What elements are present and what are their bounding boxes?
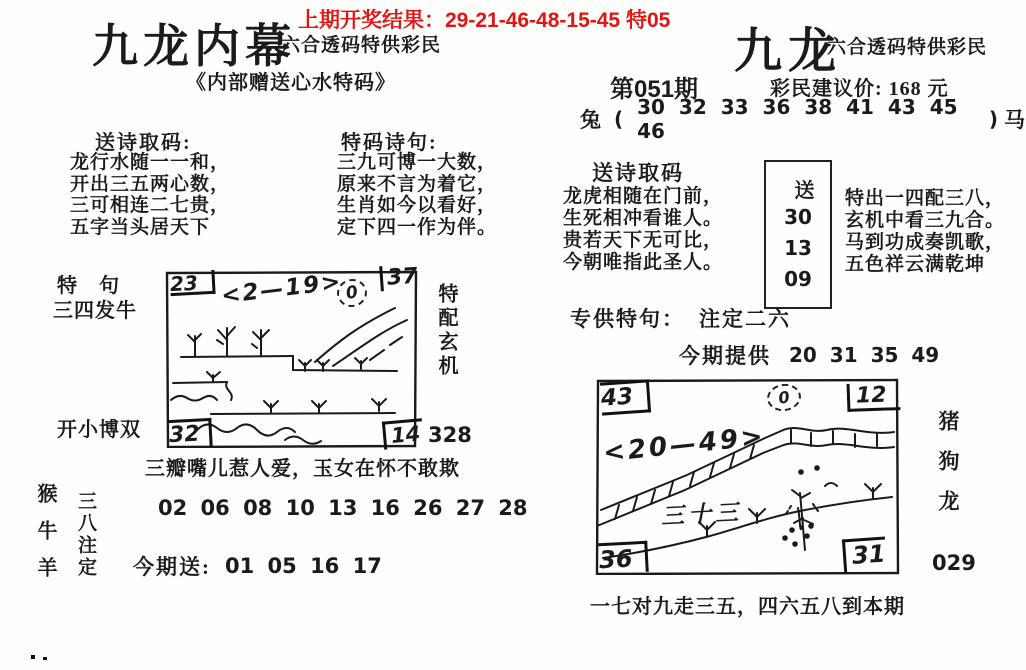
right-sketch-caption: 一七对九走三五，四六五八到本期 [590,596,905,618]
gift-numbers: 01 05 16 17 [225,554,382,578]
close-paren: ) [988,107,998,131]
left-sketch-panel [165,263,422,449]
left-zodiac-column: 猴牛羊 [34,483,56,594]
poem-line: 玄机中看三九合。 [845,210,1006,231]
poem-line: 龙行水随一一和， [70,152,231,173]
open-paren: ( [614,107,624,131]
left-sketch-range: <2—19> [219,268,344,310]
gift-box-number: 09 [784,267,812,291]
suggested-price: 彩民建议价: 168 元 [770,78,949,100]
poem-line: 三九可博一大数， [337,152,498,173]
masthead-slogan: 《内部赠送心水特码》 [186,72,396,94]
right-poem-lines [563,186,723,274]
zodiac-numbers: 30 32 33 36 38 41 43 45 46 [637,95,958,143]
left-poem1-lines [70,152,230,238]
poem-line: 五色祥云满乾坤 [845,254,986,275]
right-sketch-code: 029 [932,551,976,575]
left-sketch-corner-tl: 23 [169,270,215,296]
provide-label: 今期提供 [679,344,771,368]
masthead-left-title: 九龙内幕 [92,21,296,72]
right-sketch-corner-tr: 12 [847,382,901,412]
poem-line: 定下四一作为伴。 [337,216,498,238]
zodiac-right: 马 [1004,108,1026,132]
bottom-left-poem: 三瓣嘴儿惹人爱，玉女在怀不敢欺 [145,458,460,480]
left-sketch-side-label: 特配玄机 [435,283,457,379]
bottom-left-numbers: 02 06 08 10 13 16 26 27 28 [158,496,528,520]
left-sketch-corner-bl: 32 [168,418,212,449]
left-poem2-title: 特码诗句: [341,132,438,154]
left-sketch-code: 328 [428,423,472,447]
gift-numbers-box [764,160,832,309]
scan-artifact-dot [31,655,35,659]
poem-line: 马到功成奏凯歌， [845,232,1006,253]
poem-line: 五字当头居天下 [70,216,211,238]
poem-line: 开出三五两心数， [70,173,231,195]
special-phrase-label: 专供特句： [570,307,685,331]
sun-doodle-icon: 0 [335,277,369,310]
special-phrase-row [570,303,791,333]
provide-row [679,340,939,370]
left-sketch-label-2: 三四发牛 [53,300,137,322]
gift-box-number: 30 [784,205,812,229]
bottom-left-gift-row [133,551,382,581]
masthead-left-subtitle: 六合透码特供彩民 [281,35,442,56]
right-sketch-range: <20—49> [601,421,768,469]
zodiac-number-row [580,95,1026,143]
poem-line: 三可相连二七贵， [70,195,231,216]
left-note-column: 三八注定 [75,491,96,579]
left-sketch-corner-br: 14 [382,418,424,449]
last-draw-result: 上期开奖结果：29-21-46-48-15-45 特05 [298,9,671,32]
masthead-right-title: 九龙 [734,25,843,78]
right-sketch-panel [595,378,900,575]
left-poem1-title: 送诗取码: [95,132,192,154]
sun-doodle-icon: 0 [765,382,802,413]
left-sketch-label-1: 特 句 [57,275,120,297]
gift-label: 今期送: [133,555,211,579]
poem-line: 今朝唯指此圣人。 [563,252,724,273]
left-sketch-label-bottom: 开小博双 [57,419,141,441]
right-sketch-corner-tl: 43 [600,379,651,415]
provide-numbers: 20 31 35 49 [789,343,940,367]
gift-box-label: 送 [794,180,816,202]
left-poem2-lines [337,152,497,238]
right-sketch-mid-text: 三十三 [660,499,743,531]
right-sketch-side-label: 猪狗龙 [936,410,960,530]
left-sketch-corner-tr: 37 [379,264,418,292]
poem-line: 原来不言为着它， [337,173,498,195]
poem-line: 贵若天下无可比， [563,230,724,251]
right-sketch-corner-br: 31 [842,537,887,573]
poem-line: 特出一四配三八， [845,188,1006,209]
right-poem-title: 送诗取码 [592,161,684,185]
issue-number: 第051期 [610,76,699,103]
poem-line: 生死相冲看谁人。 [563,208,724,229]
masthead-right-subtitle: 六合透码特供彩民 [827,37,988,58]
gift-box-number: 13 [784,236,812,260]
right-sketch-corner-bl: 36 [598,541,649,575]
special-phrase-value: 注定二六 [699,307,791,331]
right-poem-lines-2 [845,188,1005,276]
poem-line: 龙虎相随在门前， [563,186,724,207]
zodiac-left: 兔 [580,108,602,132]
poem-line: 生肖如今以看好， [337,195,498,216]
scan-artifact-dot [43,657,47,660]
